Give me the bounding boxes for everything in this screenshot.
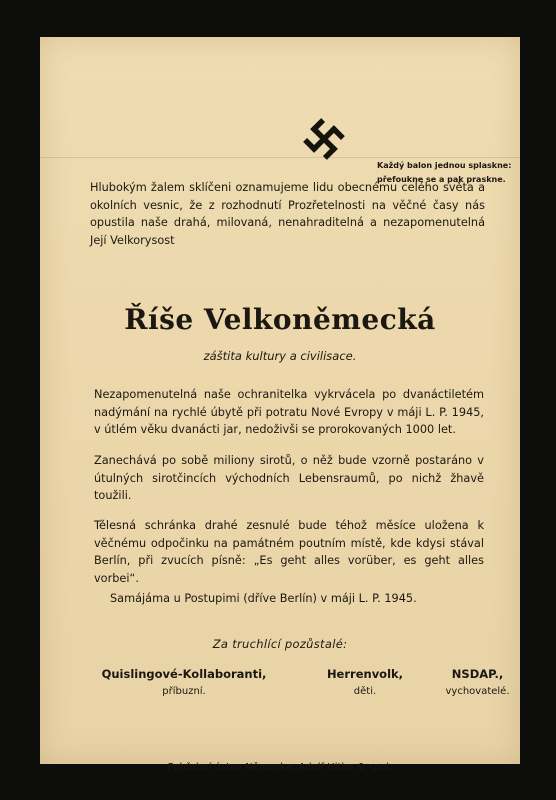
mourner-name: NSDAP., <box>451 667 504 681</box>
mourner-role: děti. <box>353 686 377 697</box>
paragraph-orphans: Zanechává po sobě miliony sirotů, o něž bude vzorně postaráno v útulných sirotčincích východních Lebensraumů, po nichž žhavě toužili. <box>94 454 484 502</box>
intro-paragraph: Hlubokým žalem sklíčeni oznamujeme lidu obecnému celého světa a okolních vesnic, že z rozhodnutí Prozřetelnosti na věčné časy nás opustila naše drahá, milovaná, nenahraditelná a nezapomenutelná Její Velkorysost <box>90 181 485 247</box>
mourner-role: vychovatelé. <box>445 686 510 697</box>
paragraph-burial: Tělesná schránka drahé zesnulé bude téhož měsíce uložena k věčnému odpočinku na památném poutním místě, kde kdysi stával Berlín, při zvucích písně: „Es geht alles vorüber, es geht alles vorbei“. <box>94 519 484 585</box>
footer-funeral-service: Pohřební ústav Německa: Adolf Hitler & spol. <box>167 762 393 773</box>
place-date: Samájáma u Postupimi (dříve Berlín) v máji L. P. 1945. <box>110 592 417 605</box>
mourner-name: Quislingové-Kollaboranti, <box>101 667 267 681</box>
page-title: Říše Velkoněmecká <box>124 303 436 336</box>
paper-fold-line <box>40 157 520 158</box>
mourner-name: Herrenvolk, <box>326 667 404 681</box>
mourner-herrenvolk <box>320 667 410 697</box>
mourners-heading: Za truchlící pozůstalé: <box>212 637 348 651</box>
obituary-sheet <box>40 37 520 773</box>
motto-text: Každý balon jednou splaskne: přefoukne se a pak praskne. <box>377 161 512 184</box>
subtitle: záštita kultury a civilisace. <box>203 349 357 363</box>
mourner-nsdap <box>420 667 535 697</box>
paragraph-death: Nezapomenutelná naše ochranitelka vykrvácela po dvanáctiletém nadýmání na rychlé úbytě při potratu Nové Evropy v máji L. P. 1945, v útlém věku dvanácti jar, nedoživši se prorokovaných 1000 let. <box>94 388 484 436</box>
mourner-collaborators <box>84 667 284 697</box>
mourner-role: příbuzní. <box>162 686 206 697</box>
swastika-icon <box>302 117 346 161</box>
